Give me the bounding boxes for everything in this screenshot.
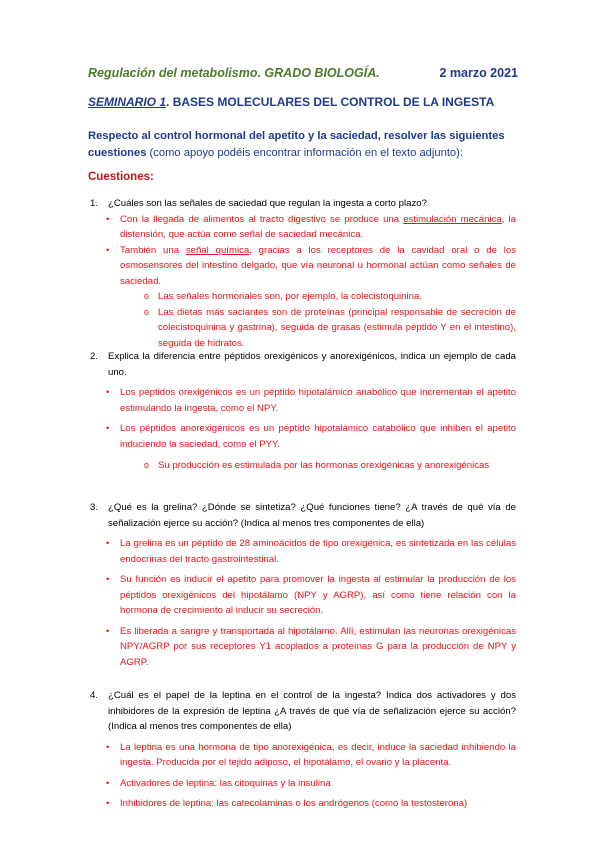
question-number: 2. [90,351,99,362]
seminar-number: SEMINARIO 1 [88,95,167,109]
answer-text: Con la llegada de alimentos al tracto digestivo se produce una [120,213,404,225]
answer-bullet [90,243,516,290]
answer-bullet: • Inhibidores de leptina: las catecolaminas o los andrógenos (como la testosterona) [90,796,516,812]
question-text: ¿Cuáles son las señales de saciedad que regulan la ingesta a corto plazo? [108,198,427,209]
question-4 [90,688,516,812]
answer-subbullet: o Su producción es estimulada por las hormonas orexigénicas y anorexigénicas [90,458,516,474]
answer-bullet: • Su función es inducir el apetito para promover la ingesta al estimular la producción de los péptidos orexigénicos del hipotálamo (NPY y AGRP), así como tiene relación con la hormona de crecimiento al inducir su secreción. [90,572,516,619]
question-number: 4. [90,690,99,701]
seminar-dot: . [166,95,170,109]
intro-paragraph [88,128,508,162]
answer-bullet: • Los péptidos orexigénicos es un péptido hipotalámico anabólico que incrementan el apetito estimulando la ingesta, como el NPY. [90,385,516,416]
answer-bullet [90,212,516,243]
answer-text: , la distensión, que actúa como señal de saciedad mecánica. [120,213,516,240]
seminar-topic: BASES MOLECULARES DEL CONTROL DE LA INGESTA [172,95,495,109]
course-title: Regulación del metabolismo. GRADO BIOLOGÍA. [88,66,380,80]
answer-bullet: • Activadores de leptina: las citoquinas y la insulina [90,776,516,792]
answer-subbullet: o Las dietas más saciantes son de proteínas (principal responsable de secreción de colecistoquinina y gastrina), seguida de grasas (estimula péptido Y en el intestino), seguida de hidratos. [90,305,516,352]
page-header [88,66,518,80]
question-text: ¿Cuál es el papel de la leptina en el control de la ingesta? Indica dos activadores y dos inhibidores de la expresión de leptina ¿A través de qué vía de señalización ejerce su acción? (Indica al menos tres componentes de ella) [108,690,516,732]
answer-bullet: • Los péptidos anorexigénicos es un péptido hipotalámico catabólico que inhiben el apetito induciendo la saciedad, como el PYY. [90,421,516,452]
answer-underlined: señal química [185,244,250,256]
answer-bullet: • Es liberada a sangre y transportada al hipotálamo. Allí, estimulan las neuronas orexigénicas NPY/AGRP por sus receptores Y1 acoplados a proteínas G para la producción de NPY y AGRP. [90,624,516,671]
question-3 [90,500,516,670]
answer-bullet: • La grelina es un péptido de 28 aminoácidos de tipo orexigénica, es sintetizada en las células endocrinas del tracto gastrointestinal. [90,536,516,567]
intro-rest: (como apoyo podéis encontrar información en el texto adjunto): [146,147,463,159]
seminar-title [88,95,494,109]
question-number: 3. [90,502,99,513]
answer-subbullet: o Las señales hormonales son, por ejemplo, la colecistoquinina. [90,289,516,305]
question-2 [90,349,516,474]
question-text: ¿Qué es la grelina? ¿Dónde se sintetiza? ¿Qué funciones tiene? ¿A través de qué vía de señalización ejerce su acción? (Indica al menos tres componentes de ella) [108,502,516,529]
answer-text: , gracias a los receptores de la cavidad oral o de los osmosensores del intestino delgado, que vía neuronal u hormonal actúan como señales de saciedad. [120,244,516,287]
answer-bullet: • La leptina es una hormona de tipo anorexigénica, es decir, induce la saciedad inhibiendo la ingesta. Producida por el tejido adiposo, el hipotálamo, el ovario y la placenta. [90,740,516,771]
answer-underlined: estimulación mecánica [403,213,502,225]
header-date: 2 marzo 2021 [439,66,518,80]
question-1 [90,196,516,351]
intro-bold: Respecto al control hormonal del apetito y la saciedad, resolver las siguientes cuestiones [88,130,505,159]
cuestiones-heading: Cuestiones: [88,171,154,183]
question-text: Explica la diferencia entre péptidos orexigénicos y anorexigénicos, indica un ejemplo de cada uno. [108,351,516,378]
question-number: 1. [90,198,99,209]
answer-text: También una [120,244,186,256]
